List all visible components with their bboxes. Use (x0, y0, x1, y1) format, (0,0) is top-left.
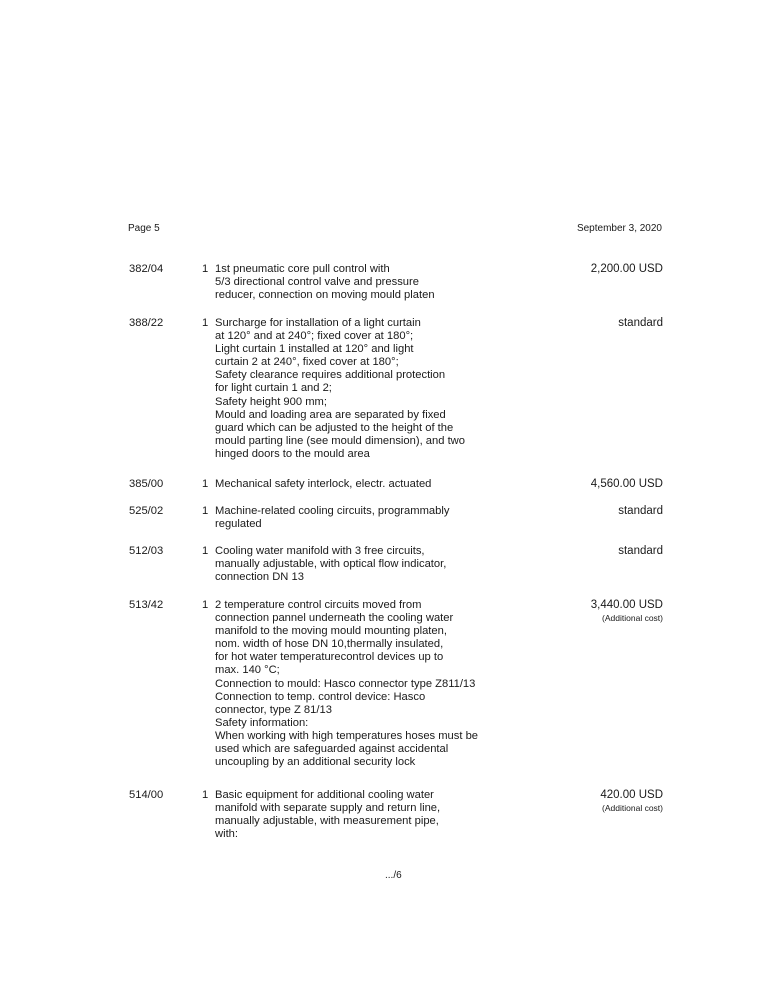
item-price (618, 505, 663, 518)
description-line: manually adjustable, with measurement pipe, (215, 815, 439, 828)
description-line: When working with high temperatures hoses must be (215, 729, 479, 742)
description-line: for light curtain 1 and 2; (215, 382, 332, 395)
item-code: 388/22 (129, 317, 164, 329)
item-description (215, 478, 505, 491)
continuation-marker: .../6 (385, 870, 402, 881)
price-value: standard (618, 545, 663, 557)
description-line: connection DN 13 (215, 571, 304, 584)
item-price (618, 317, 663, 330)
description-line: Cooling water manifold with 3 free circuits, (215, 545, 425, 557)
description-line: guard which can be adjusted to the height of the (215, 421, 454, 434)
description-line: Safety clearance requires additional protection (215, 369, 446, 382)
item-quantity: 1 (202, 505, 209, 517)
description-line: mould parting line (see mould dimension), and two (215, 434, 465, 447)
description-line: at 120° and at 240°; fixed cover at 180°; (215, 330, 414, 343)
description-line: 2 temperature control circuits moved from (215, 599, 422, 611)
description-line: connector, type Z 81/13 (215, 703, 332, 716)
item-price (591, 478, 663, 491)
item-description (215, 505, 505, 531)
description-line: Safety information: (215, 716, 309, 729)
description-line: uncoupling by an additional security lock (215, 756, 416, 769)
description-line: Surcharge for installation of a light curtain (215, 317, 421, 329)
price-value: 420.00 USD (600, 789, 663, 801)
price-value: standard (618, 505, 663, 517)
item-code: 512/03 (129, 545, 164, 557)
description-line: Connection to temp. control device: Hasco (215, 690, 426, 703)
price-value: 3,440.00 USD (590, 599, 663, 611)
item-quantity: 1 (202, 317, 209, 329)
item-quantity: 1 (202, 789, 209, 801)
item-description (215, 599, 505, 769)
description-line: hinged doors to the mould area (215, 447, 370, 460)
price-value: standard (618, 317, 663, 329)
description-line: 5/3 directional control valve and pressure (215, 276, 419, 289)
item-code: 382/04 (129, 263, 164, 275)
description-line: Basic equipment for additional cooling water (215, 789, 434, 801)
description-line: max. 140 °C; (215, 664, 280, 677)
price-value: 2,200.00 USD (590, 263, 663, 275)
description-line: used which are safeguarded against accidental (215, 743, 449, 756)
description-line: Machine-related cooling circuits, programmably (215, 505, 450, 517)
description-line: regulated (215, 518, 262, 531)
description-line: 1st pneumatic core pull control with (215, 263, 390, 275)
item-description (215, 545, 505, 584)
price-value: 4,560.00 USD (590, 478, 663, 490)
price-note: (Additional cost) (602, 613, 663, 624)
description-line: with: (215, 828, 239, 841)
page-number: Page 5 (128, 223, 160, 234)
item-price (591, 263, 663, 276)
description-line: Mechanical safety interlock, electr. actuated (215, 478, 432, 490)
document-date: September 3, 2020 (576, 223, 662, 234)
description-line: Mould and loading area are separated by fixed (215, 408, 446, 421)
item-quantity: 1 (202, 545, 209, 557)
item-description (215, 789, 505, 841)
description-line: Safety height 900 mm; (215, 395, 327, 408)
item-description (215, 263, 505, 302)
description-line: Connection to mould: Hasco connector type Z811/13 (215, 677, 476, 690)
description-line: connection pannel underneath the cooling water (215, 612, 454, 625)
description-line: manifold with separate supply and return line, (215, 802, 441, 815)
item-description (215, 317, 505, 461)
description-line: nom. width of hose DN 10,thermally insulated, (215, 638, 444, 651)
item-quantity: 1 (202, 599, 209, 611)
item-quantity: 1 (202, 263, 209, 275)
description-line: reducer, connection on moving mould platen (215, 289, 435, 302)
price-note: (Additional cost) (602, 803, 663, 814)
description-line: manifold to the moving mould mounting platen, (215, 625, 447, 638)
item-code: 525/02 (129, 505, 164, 517)
item-code: 514/00 (129, 789, 164, 801)
description-line: manually adjustable, with optical flow indicator, (215, 558, 447, 571)
item-price (591, 599, 663, 625)
description-line: curtain 2 at 240°, fixed cover at 180°; (215, 356, 399, 369)
description-line: Light curtain 1 installed at 120° and light (215, 343, 414, 356)
item-price (618, 545, 663, 558)
item-code: 513/42 (129, 599, 164, 611)
item-code: 385/00 (129, 478, 164, 490)
description-line: for hot water temperaturecontrol devices up to (215, 651, 444, 664)
item-quantity: 1 (202, 478, 209, 490)
item-price (600, 789, 663, 815)
